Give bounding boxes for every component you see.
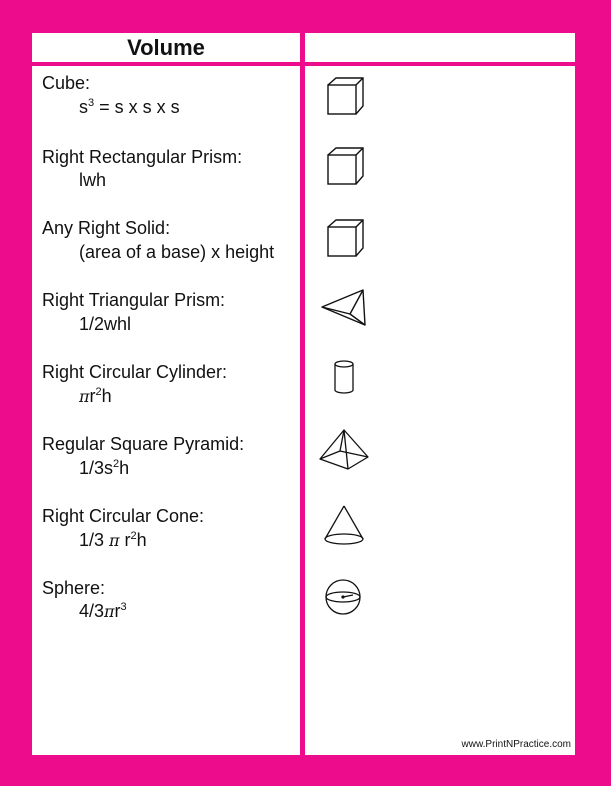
triangular-prism-formula: 1/2whl <box>79 314 132 334</box>
formula-column <box>32 66 300 755</box>
header-right-cell <box>305 33 575 62</box>
cone-formula: 1/3 π $r^2h$ <box>79 530 147 550</box>
footer-url: www.PrintNPractice.com <box>461 739 571 750</box>
triangular-prism-label: Right Triangular Prism: <box>42 290 226 310</box>
page-title: Volume <box>127 35 205 60</box>
rectangular-prism-icon <box>326 146 366 186</box>
cylinder-label: Right Circular Cylinder: <box>42 362 228 382</box>
cylinder-icon <box>333 359 355 395</box>
triangular-prism-icon <box>320 287 368 327</box>
cube-label: Cube: <box>42 73 91 93</box>
right-solid-label: Any Right Solid: <box>42 218 171 238</box>
cube-icon <box>326 76 366 116</box>
cube-formula: $s^3 = s$ x s x s <box>79 97 180 117</box>
sphere-icon <box>323 578 363 616</box>
sphere-formula: $4/3\pi r^3$ <box>79 601 127 621</box>
rectangular-prism-formula: lwh <box>79 170 107 190</box>
sphere-label: Sphere: <box>42 578 106 598</box>
cylinder-formula: $\pi r^2h$ <box>79 386 112 406</box>
pyramid-formula: $1/3s^2h$ <box>79 458 130 478</box>
pyramid-label: Regular Square Pyramid: <box>42 434 245 454</box>
cone-icon <box>322 503 366 547</box>
cone-label: Right Circular Cone: <box>42 506 205 526</box>
right-solid-icon <box>326 218 366 258</box>
rectangular-prism-label: Right Rectangular Prism: <box>42 147 243 167</box>
right-solid-formula: (area of a base) x height <box>79 242 275 262</box>
pyramid-icon <box>318 427 370 473</box>
